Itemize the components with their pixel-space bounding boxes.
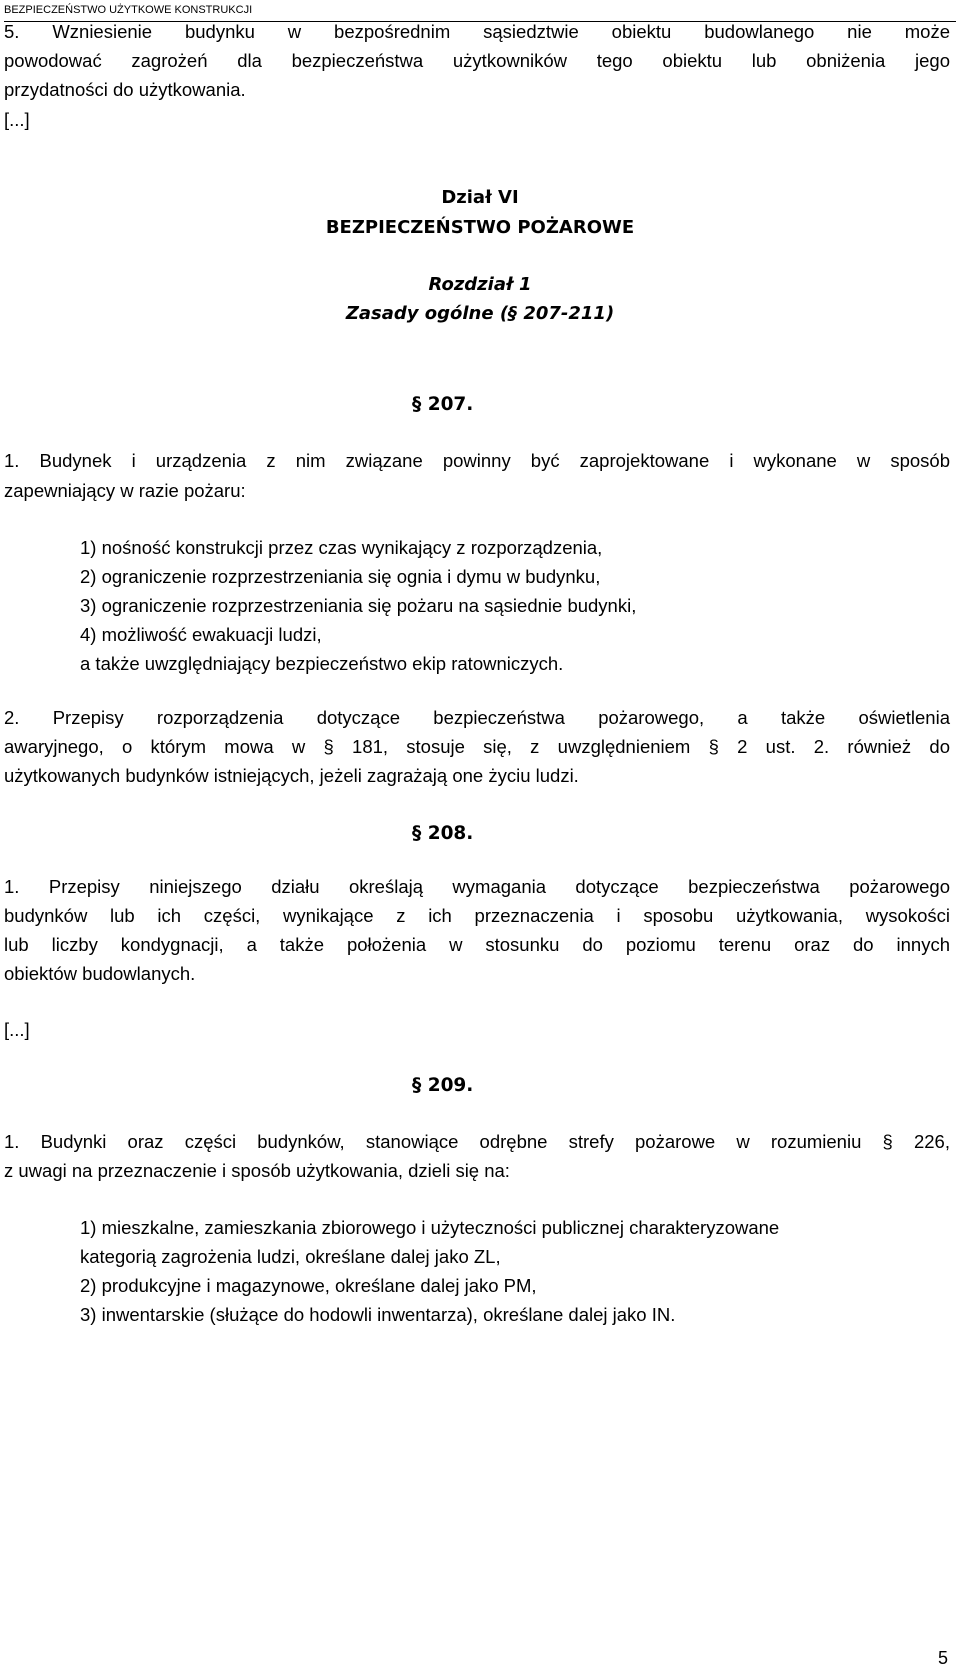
section-209-para-1-line-1: 1. Budynki oraz części budynków, stanowiące odrębne strefy pożarowe w rozumieniu § 226, (4, 1131, 950, 1152)
list-item: kategorią zagrożenia ludzi, określane dalej jako ZL, (80, 1246, 501, 1267)
section-207-para-1-line-1: 1. Budynek i urządzenia z nim związane powinny być zaprojektowane i wykonane w sposób (4, 450, 950, 471)
list-item: 1) mieszkalne, zamieszkania zbiorowego i użyteczności publicznej charakteryzowane (80, 1217, 780, 1238)
list-item: 3) ograniczenie rozprzestrzeniania się pożaru na sąsiednie budynki, (80, 595, 637, 616)
page-number: 5 (937, 1648, 948, 1668)
list-item: 4) możliwość ewakuacji ludzi, (80, 624, 322, 645)
division-number: Dział VI (441, 187, 519, 208)
section-207-para-1-line-2: zapewniający w razie pożaru: (4, 480, 246, 501)
ellipsis: [...] (4, 1019, 30, 1040)
list-item: a także uwzględniający bezpieczeństwo ekip ratowniczych. (80, 653, 564, 674)
section-207-heading: § 207. (412, 394, 474, 415)
section-209-heading: § 209. (412, 1075, 474, 1096)
paragraph-5-line-2: powodować zagrożeń dla bezpieczeństwa użytkowników tego obiektu lub obniżenia jego (4, 50, 950, 71)
paragraph-5-line-3: przydatności do użytkowania. (4, 79, 246, 100)
section-207-para-2-line-2: awaryjnego, o którym mowa w § 181, stosuje się, z uwzględnieniem § 2 ust. 2. również do (4, 736, 950, 757)
section-208-heading: § 208. (412, 823, 474, 844)
section-209-para-1-line-2: z uwagi na przeznaczenie i sposób użytkowania, dzieli się na: (4, 1160, 510, 1181)
division-title: BEZPIECZEŃSTWO POŻAROWE (325, 217, 635, 238)
section-208-para-1-line-1: 1. Przepisy niniejszego działu określają wymagania dotyczące bezpieczeństwa pożarowego (4, 876, 950, 897)
running-title: BEZPIECZEŃSTWO UŻYTKOWE KONSTRUKCJI (4, 4, 253, 16)
section-207-para-2-line-3: użytkowanych budynków istniejących, jeżeli zagrażają one życiu ludzi. (4, 765, 579, 786)
section-208-para-1-line-4: obiektów budowlanych. (4, 963, 196, 984)
list-item: 2) produkcyjne i magazynowe, określane dalej jako PM, (80, 1275, 537, 1296)
list-item: 3) inwentarskie (służące do hodowli inwentarza), określane dalej jako IN. (80, 1304, 676, 1325)
paragraph-5-line-1: 5. Wzniesienie budynku w bezpośrednim sąsiedztwie obiektu budowlanego nie może (4, 21, 950, 42)
section-207-para-2-line-1: 2. Przepisy rozporządzenia dotyczące bezpieczeństwa pożarowego, a także oświetlenia (4, 707, 950, 728)
section-208-para-1-line-2: budynków lub ich części, wynikające z ich przeznaczenia i sposobu użytkowania, wysokości (4, 905, 950, 926)
chapter-title: Zasady ogólne (§ 207-211) (345, 303, 615, 324)
ellipsis: [...] (4, 109, 30, 130)
list-item: 1) nośność konstrukcji przez czas wynikający z rozporządzenia, (80, 537, 603, 558)
chapter-number: Rozdział 1 (428, 274, 532, 295)
section-208-para-1-line-3: lub liczby kondygnacji, a także położenia w stosunku do poziomu terenu oraz do innych (4, 934, 950, 955)
list-item: 2) ograniczenie rozprzestrzeniania się ognia i dymu w budynku, (80, 566, 601, 587)
